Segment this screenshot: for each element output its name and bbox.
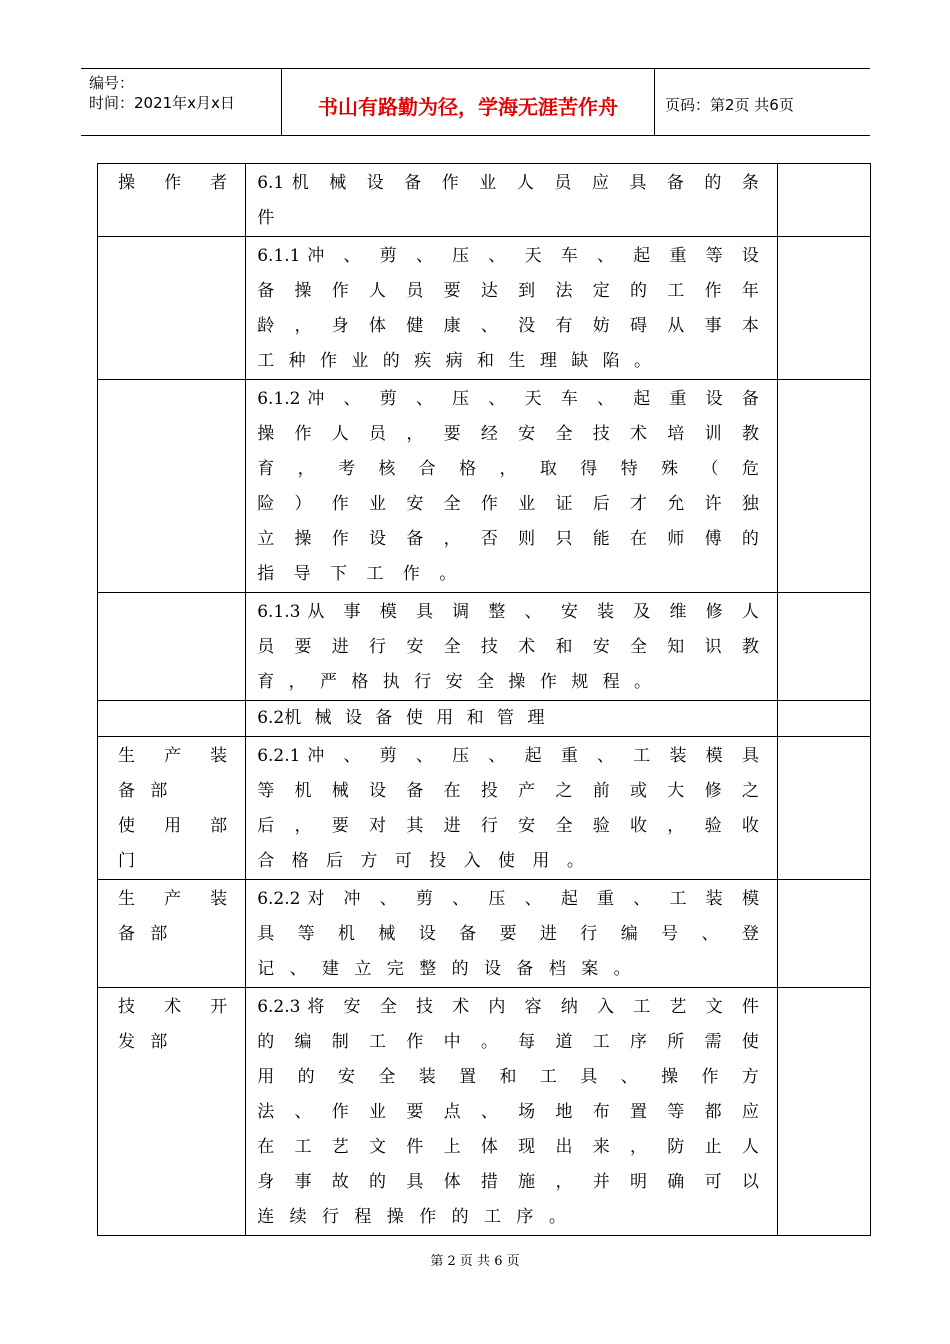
remark-cell	[777, 880, 870, 988]
content-line: 6.1.3从 事 模 具 调 整 、 安 装 及 维 修 人	[257, 602, 759, 622]
content-cell	[246, 164, 778, 237]
responsible-cell	[98, 737, 246, 880]
content-line: 在 工 艺 文 件 上 体 现 出 来 ， 防 止 人	[257, 1137, 759, 1157]
content-cell	[246, 593, 778, 701]
content-cell	[246, 988, 778, 1236]
content-line: 法 、 作 业 要 点 、 场 地 布 置 等 都 应	[257, 1102, 759, 1122]
content-line: 育 ， 严 格 执 行 安 全 操 作 规 程 。	[257, 672, 652, 692]
responsible-text: 操 作 者	[118, 173, 228, 193]
content-cell	[246, 380, 778, 593]
content-table	[97, 163, 871, 1236]
header-page-number: 页码：第2页 共6页	[665, 95, 794, 114]
content-line: 合 格 后 方 可 投 入 使 用 。	[257, 851, 584, 871]
table-row	[98, 701, 871, 737]
content-line: 件	[257, 208, 275, 228]
content-line: 连 续 行 程 操 作 的 工 序 。	[257, 1207, 566, 1227]
content-line: 6.1机 械 设 备 作 业 人 员 应 具 备 的 条	[257, 173, 759, 193]
responsible-text: 发 部	[118, 1032, 168, 1052]
content-line: 6.1.2冲 、 剪 、 压 、 天 车 、 起 重 设 备	[257, 389, 759, 409]
content-line: 员 要 进 行 安 全 技 术 和 安 全 知 识 教	[257, 637, 759, 657]
content-cell	[246, 880, 778, 988]
table-row	[98, 237, 871, 380]
content-line: 6.2.3将 安 全 技 术 内 容 纳 入 工 艺 文 件	[257, 997, 759, 1017]
content-line: 操 作 人 员 ， 要 经 安 全 技 术 培 训 教	[257, 424, 759, 444]
header-meta	[89, 73, 235, 113]
table-row	[98, 880, 871, 988]
responsible-cell	[98, 701, 246, 737]
content-line: 具 等 机 械 设 备 要 进 行 编 号 、 登	[257, 924, 759, 944]
page-header	[81, 68, 870, 136]
remark-cell	[777, 737, 870, 880]
responsible-cell	[98, 237, 246, 380]
responsible-text: 备 部	[118, 924, 168, 944]
section-heading: 6.2机 械 设 备 使 用 和 管 理	[257, 708, 545, 728]
remark-cell	[777, 593, 870, 701]
content-line: 记 、 建 立 完 整 的 设 备 档 案 。	[257, 959, 631, 979]
content-line: 6.2.1冲 、 剪 、 压 、 起 重 、 工 装 模 具	[257, 746, 759, 766]
responsible-cell	[98, 164, 246, 237]
table-row	[98, 380, 871, 593]
table-row	[98, 737, 871, 880]
remark-cell	[777, 380, 870, 593]
responsible-cell	[98, 988, 246, 1236]
content-line: 备 操 作 人 员 要 达 到 法 定 的 工 作 年	[257, 281, 759, 301]
responsible-text: 生 产 装	[118, 889, 228, 909]
content-cell	[246, 701, 778, 737]
remark-cell	[777, 164, 870, 237]
header-divider	[654, 69, 655, 135]
content-line: 的 编 制 工 作 中 。 每 道 工 序 所 需 使	[257, 1032, 759, 1052]
table-row	[98, 593, 871, 701]
remark-cell	[777, 237, 870, 380]
content-line: 身 事 故 的 具 体 措 施 ， 并 明 确 可 以	[257, 1172, 759, 1192]
content-cell	[246, 737, 778, 880]
content-line: 等 机 械 设 备 在 投 产 之 前 或 大 修 之	[257, 781, 759, 801]
content-line: 工 种 作 业 的 疾 病 和 生 理 缺 陷 。	[257, 351, 652, 371]
content-line: 指 导 下 工 作 。	[257, 564, 457, 584]
responsible-text: 门	[118, 851, 135, 871]
content-line: 用 的 安 全 装 置 和 工 具 、 操 作 方	[257, 1067, 759, 1087]
content-cell	[246, 237, 778, 380]
content-line: 后 ， 要 对 其 进 行 安 全 验 收 ， 验 收	[257, 816, 759, 836]
content-line: 6.1.1冲 、 剪 、 压 、 天 车 、 起 重 等 设	[257, 246, 759, 266]
header-motto: 书山有路勤为径，学海无涯苦作舟	[318, 94, 618, 119]
responsible-text: 技 术 开	[118, 997, 228, 1017]
content-line: 育 ， 考 核 合 格 ， 取 得 特 殊 （ 危	[257, 459, 759, 479]
responsible-cell	[98, 380, 246, 593]
table-row	[98, 164, 871, 237]
remark-cell	[777, 988, 870, 1236]
responsible-cell	[98, 593, 246, 701]
doc-time-label: 时间：2021年x月x日	[89, 94, 235, 112]
responsible-cell	[98, 880, 246, 988]
content-line: 龄 ， 身 体 健 康 、 没 有 妨 碍 从 事 本	[257, 316, 759, 336]
responsible-text: 备 部	[118, 781, 168, 801]
remark-cell	[777, 701, 870, 737]
responsible-text: 生 产 装	[118, 746, 228, 766]
responsible-text: 使 用 部	[118, 816, 228, 836]
doc-code-label: 编号：	[89, 74, 135, 92]
page-footer: 第 2 页 共 6 页	[430, 1254, 520, 1269]
table-row	[98, 988, 871, 1236]
content-line: 险 ） 作 业 安 全 作 业 证 后 才 允 许 独	[257, 494, 759, 514]
content-line: 立 操 作 设 备 ， 否 则 只 能 在 师 傅 的	[257, 529, 759, 549]
content-line: 6.2.2对 冲 、 剪 、 压 、 起 重 、 工 装 模	[257, 889, 759, 909]
